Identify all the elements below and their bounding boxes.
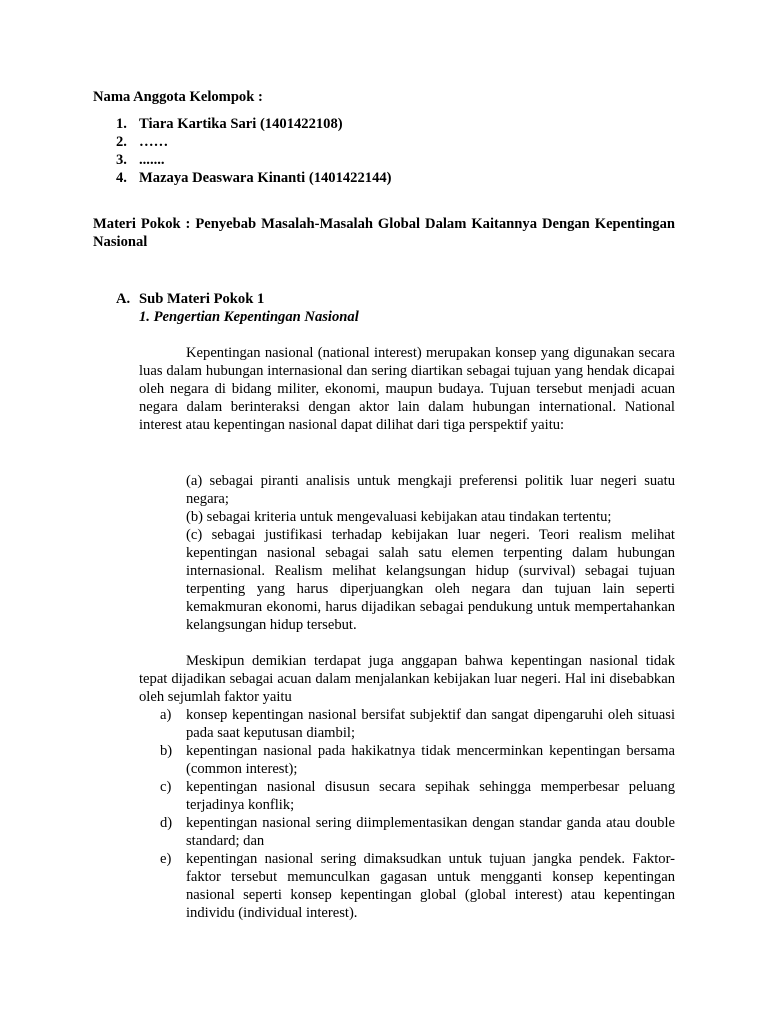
list-item bbox=[160, 706, 675, 742]
section-letter: A. bbox=[116, 291, 131, 307]
members-heading: Nama Anggota Kelompok : bbox=[93, 89, 263, 105]
list-item bbox=[160, 778, 675, 814]
list-label: b) bbox=[160, 743, 173, 759]
member-name: Mazaya Deaswara Kinanti (1401422144) bbox=[139, 170, 392, 186]
perspective-b: (b) sebagai kriteria untuk mengevaluasi kebijakan atau tindakan tertentu; bbox=[186, 509, 612, 525]
member-name: …… bbox=[139, 134, 169, 150]
paragraph-intro: Kepentingan nasional (national interest) merupakan konsep yang digunakan secara luas dalam hubungan internasional dan sering diartikan sebagai tujuan yang hendak dicapai oleh negara di bidang militer, ekonomi, maupun budaya. Tujuan tersebut menjadi acuan negara dalam berinteraksi dengan aktor lain dalam hubungan international. National interest atau kepentingan nasional dapat dilihat dari tiga perspektif yaitu: bbox=[139, 345, 675, 433]
factor-text: kepentingan nasional pada hakikatnya tidak mencerminkan kepentingan bersama (common interest); bbox=[186, 743, 675, 777]
list-number: 4. bbox=[116, 170, 127, 186]
factors-list bbox=[160, 706, 675, 922]
factor-text: konsep kepentingan nasional bersifat subjektif dan sangat dipengaruhi oleh situasi pada saat keputusan diambil; bbox=[186, 707, 675, 741]
list-item bbox=[116, 115, 516, 133]
factor-text: kepentingan nasional sering diimplementasikan dengan standar ganda atau double standard; dan bbox=[186, 815, 675, 849]
list-item bbox=[116, 169, 516, 187]
list-number: 2. bbox=[116, 134, 127, 150]
list-number: 1. bbox=[116, 116, 127, 132]
paragraph-factors-intro: Meskipun demikian terdapat juga anggapan bahwa kepentingan nasional tidak tepat dijadikan sebagai acuan dalam menjalankan kebijakan luar negeri. Hal ini disebabkan oleh sejumlah faktor yaitu bbox=[139, 653, 675, 705]
perspective-c: (c) sebagai justifikasi terhadap kebijakan luar negeri. Teori realism melihat kepentingan nasional sebagai salah satu elemen terpenting dalam hubungan internasional. Realism melihat kelangsungan hidup (survival) sebagai tujuan terpenting yang harus diperjuangkan oleh negara dan tujuan lain seperti kemakmuran ekonomi, harus dijadikan sebagai pendukung untuk mempertahankan kelangsungan hidup tersebut. bbox=[186, 527, 675, 633]
list-label: a) bbox=[160, 707, 172, 723]
list-item bbox=[116, 133, 516, 151]
materi-pokok: Materi Pokok : Penyebab Masalah-Masalah Global Dalam Kaitannya Dengan Kepentingan Nasional bbox=[93, 216, 675, 250]
factor-text: kepentingan nasional disusun secara sepihak sehingga memperbesar peluang terjadinya konflik; bbox=[186, 779, 675, 813]
members-list bbox=[116, 115, 516, 187]
section-subtitle: 1. Pengertian Kepentingan Nasional bbox=[139, 309, 359, 325]
list-item bbox=[116, 151, 516, 169]
list-label: d) bbox=[160, 815, 173, 831]
perspective-a: (a) sebagai piranti analisis untuk mengkaji preferensi politik luar negeri suatu negara; bbox=[186, 473, 675, 507]
list-item bbox=[160, 850, 675, 922]
list-item bbox=[160, 814, 675, 850]
section-title: Sub Materi Pokok 1 bbox=[139, 291, 265, 307]
member-name: ....... bbox=[139, 152, 165, 168]
list-label: c) bbox=[160, 779, 172, 795]
factor-text: kepentingan nasional sering dimaksudkan untuk tujuan jangka pendek. Faktor-faktor tersebut memunculkan gagasan untuk mengganti konsep kepentingan nasional seperti konsep kepentingan global (global interest) atau kepentingan individu (individual interest). bbox=[186, 851, 675, 921]
list-label: e) bbox=[160, 851, 172, 867]
member-name: Tiara Kartika Sari (1401422108) bbox=[139, 116, 343, 132]
list-item bbox=[160, 742, 675, 778]
list-number: 3. bbox=[116, 152, 127, 168]
